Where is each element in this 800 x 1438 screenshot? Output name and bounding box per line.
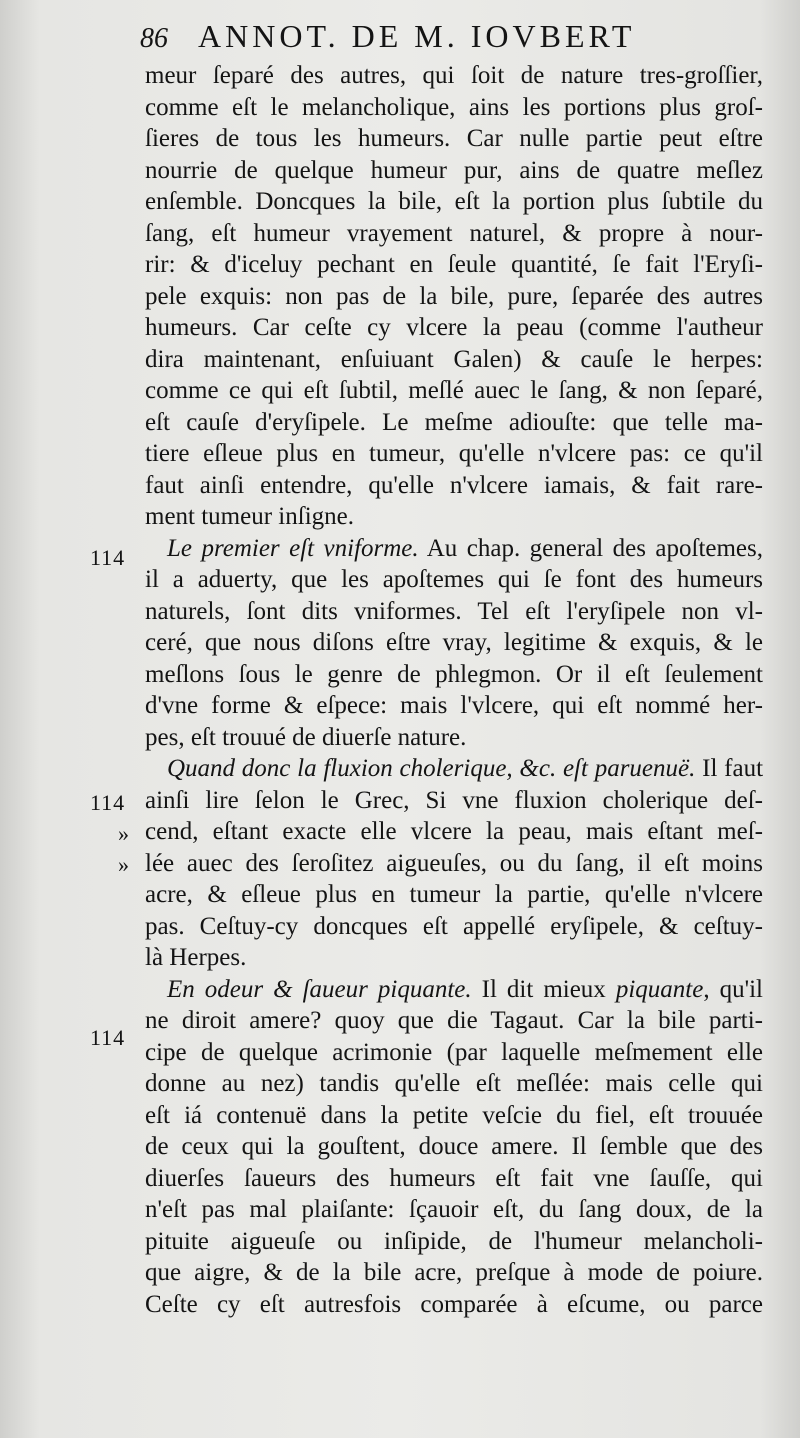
text-line: enſemble. Doncques la bile, eſt la portion plus ſubtile du [145, 188, 763, 215]
margin-note-number: 114 [90, 790, 126, 815]
text-line: Ceſte cy eſt autresfois comparée à eſcume, ou parce [145, 1290, 763, 1318]
text-line-lemma [145, 533, 763, 565]
text-fragment: Il dit mieux [481, 975, 606, 1003]
text-line: comme eſt le melancholique, ains les portions plus groſ- [145, 93, 763, 121]
text-line: ceré, que nous diſons eſtre vray, legitime & exquis, & le [145, 629, 763, 656]
text-line: là Herpes. [145, 944, 247, 971]
margin-note-number: 114 [90, 1025, 126, 1050]
text-line: cend, eſtant exacte elle vlcere la peau, mais eſtant meſ- [145, 818, 763, 845]
text-fragment: Il faut [702, 755, 763, 782]
text-line: pituite aigueuſe ou inſipide, de l'humeur melancholi- [145, 1227, 763, 1255]
text-line: faut ainſi entendre, qu'elle n'vlcere iamais, & fait rare- [145, 471, 763, 499]
body-text [145, 60, 763, 1320]
lemma: Le premier eſt vniforme. [167, 534, 419, 562]
text-line: cipe de quelque acrimonie (par laquelle meſmement elle [145, 1038, 763, 1066]
text-line: d'vne forme & eſpece: mais l'vlcere, qui eſt nommé her- [145, 692, 763, 719]
margin-quote-mark: » [118, 852, 129, 877]
margin-note-number: 114 [90, 545, 126, 570]
text-line: diuerſes ſaueurs des humeurs eſt fait vne ſauſſe, qui [145, 1164, 763, 1192]
text-line: lée auec des ſeroſitez aigueuſes, ou du ſang, il eſt moins [145, 849, 763, 877]
text-line: donne au nez) tandis qu'elle eſt meſlée: mais celle qui [145, 1070, 763, 1097]
text-line: comme ce qui eſt ſubtil, meſlé auec le ſang, & non ſeparé, [145, 377, 763, 404]
text-line: pele exquis: non pas de la bile, pure, ſeparée des autres [145, 282, 763, 310]
text-line-lemma [145, 753, 763, 785]
page-header [140, 18, 780, 66]
text-fragment-italic: piquante [615, 975, 704, 1003]
text-line: eſt iá contenuë dans la petite veſcie du fiel, eſt trouuée [145, 1101, 763, 1129]
text-line: de ceux qui la gouſtent, douce amere. Il ſemble que des [145, 1133, 763, 1160]
text-line: il a aduerty, que les apoſtemes qui ſe font des humeurs [145, 566, 763, 593]
text-line: pes, eſt trouué de diuerſe nature. [145, 723, 467, 751]
text-line: naturels, ſont dits vniformes. Tel eſt l'eryſipele non vl- [145, 597, 763, 625]
text-line: meſlons ſous le genre de phlegmon. Or il eſt ſeulement [145, 660, 763, 688]
text-line: pas. Ceſtuy-cy doncques eſt appellé eryſipele, & ceſtuy- [145, 912, 763, 940]
text-line: que aigre, & de la bile acre, preſque à mode de poiure. [145, 1259, 763, 1286]
text-line: meur ſeparé des autres, qui ſoit de nature tres-groſſier, [145, 62, 763, 89]
lemma: Quand donc la fluxion cholerique, &c. eſt paruenuë. [167, 755, 696, 782]
text-line: ſieres de tous les humeurs. Car nulle partie peut eſtre [145, 125, 763, 152]
lemma: En odeur & ſaueur piquante. [167, 975, 472, 1003]
text-line: acre, & eſleue plus en tumeur la partie, qu'elle n'vlcere [145, 881, 763, 908]
margin-quote-mark: » [118, 821, 129, 846]
text-fragment: Au chap. general des apoſtemes, [426, 534, 763, 562]
text-fragment: , qu'il [703, 975, 763, 1003]
text-line: eſt cauſe d'eryſipele. Le meſme adiouſte: que telle ma- [145, 408, 763, 436]
text-line: tiere eſleue plus en tumeur, qu'elle n'vlcere pas: ce qu'il [145, 440, 763, 467]
text-line: n'eſt pas mal plaiſante: ſçauoir eſt, du ſang doux, de la [145, 1196, 763, 1223]
text-line: ne diroit amere? quoy que die Tagaut. Car la bile parti- [145, 1007, 763, 1034]
text-line: ment tumeur inſigne. [145, 503, 354, 530]
running-head: ANNOT. DE M. IOVBERT [198, 18, 636, 54]
text-line: dira maintenant, enſuiuant Galen) & cauſe le herpes: [145, 345, 763, 373]
page-number: 86 [140, 23, 168, 54]
text-line: nourrie de quelque humeur pur, ains de quatre meſlez [145, 156, 763, 184]
text-line: rir: & d'iceluy pechant en ſeule quantité, ſe fait l'Eryſi- [145, 251, 763, 278]
text-line: ſang, eſt humeur vrayement naturel, & propre à nour- [145, 219, 763, 247]
text-line-lemma [145, 974, 763, 1006]
text-line: humeurs. Car ceſte cy vlcere la peau (comme l'autheur [145, 314, 763, 341]
text-line: ainſi lire ſelon le Grec, Si vne fluxion cholerique deſ- [145, 786, 763, 814]
